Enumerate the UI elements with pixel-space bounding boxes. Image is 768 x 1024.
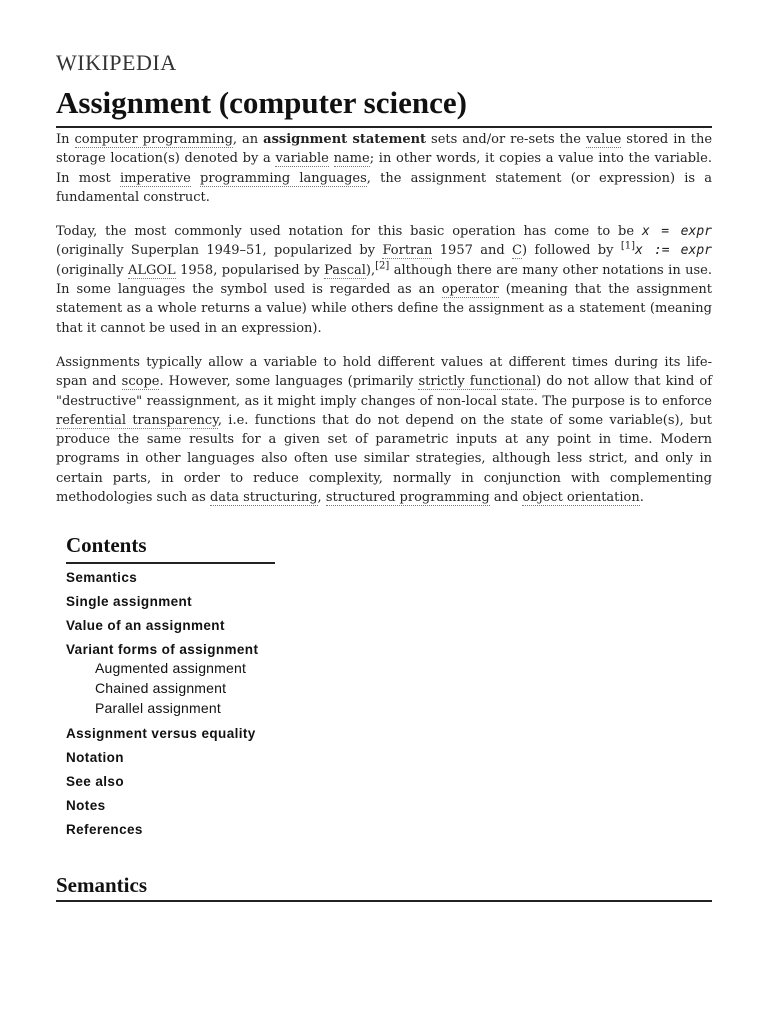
toc-item-semantics[interactable]: Semantics	[66, 570, 138, 585]
toc-item-assignment-versus-equality[interactable]: Assignment versus equality	[66, 726, 256, 741]
toc-list	[66, 566, 326, 842]
section-heading-semantics: Semantics	[56, 872, 712, 902]
toc-item-single-assignment[interactable]: Single assignment	[66, 594, 193, 609]
toc-item-references[interactable]: References	[66, 822, 143, 837]
link-operator[interactable]: operator	[441, 282, 499, 298]
link-strictly-functional[interactable]: strictly functional	[418, 374, 537, 390]
intro-paragraph-3: Assignments typically allow a variable to hold different values at different times during its life-span and scope. However, some languages (primarily strictly functional) do not allow that kind of "destructive" reassignment, as it might imply changes of non-local state. The purpose is to enforce referential transparency, i.e. functions that do not depend on the state of some variable(s), but produce the same results for a given set of parametric inputs at any point in time. Modern programs in other languages also often use similar strategies, although less strict, and only in certain parts, in order to reduce complexity, normally in conjunction with complementing methodologies such as data structuring, structured programming and object orientation.	[56, 354, 713, 506]
link-referential-transparency[interactable]: referential transparency	[56, 412, 218, 428]
code-x-assign-expr: x := expr	[635, 243, 712, 259]
reference-2[interactable]: [2]	[375, 260, 390, 272]
link-fortran[interactable]: Fortran	[382, 243, 433, 259]
intro-paragraph-1: In computer programming, an assignment statement sets and/or re-sets the value stored in the storage location(s) denoted by a variable name; in other words, it copies a value into the variable. In most imperative programming languages, the assignment statement (or expression) is a fundamental construct.	[56, 132, 713, 205]
link-variable[interactable]: variable	[275, 151, 329, 167]
link-data-structuring[interactable]: data structuring	[209, 490, 318, 506]
toc-item-notation[interactable]: Notation	[66, 750, 124, 765]
toc-item-see-also[interactable]: See also	[66, 774, 124, 789]
code-x-equals-expr: x = expr	[641, 224, 712, 240]
link-value[interactable]: value	[585, 132, 622, 147]
link-imperative[interactable]: imperative	[119, 170, 191, 186]
toc-subitem-parallel-assignment[interactable]: Parallel assignment	[95, 700, 221, 716]
reference-1[interactable]: [1]	[620, 241, 636, 253]
toc-sublist	[95, 658, 326, 718]
toc-item-variant-forms[interactable]: Variant forms of assignment	[66, 642, 259, 657]
link-name[interactable]: name	[333, 151, 370, 167]
link-c[interactable]: C	[512, 243, 523, 259]
toc-item-value-of-an-assignment[interactable]: Value of an assignment	[66, 618, 225, 633]
toc-item-notes[interactable]: Notes	[66, 798, 106, 813]
wikipedia-wordmark[interactable]: WIKIPEDIA	[56, 50, 177, 75]
link-scope[interactable]: scope	[121, 374, 160, 390]
intro-paragraph-2: Today, the most commonly used notation for this basic operation has come to be x = expr (originally Superplan 1949–51, popularized by Fortran 1957 and C) followed by [1]x := expr (originally ALGOL 1958, popularised by Pascal),[2] although there are many other notations in use. In some languages the symbol used is regarded as an operator (meaning that the assignment statement as a whole returns a value) while others define the assignment as a statement (meaning that it cannot be used in an expression).	[56, 224, 712, 336]
link-computer-programming[interactable]: computer programming	[74, 132, 233, 147]
page-title: Assignment (computer science)	[56, 84, 712, 128]
link-programming-languages[interactable]: programming languages	[200, 170, 367, 186]
link-structured-programming[interactable]: structured programming	[325, 490, 490, 506]
link-algol[interactable]: ALGOL	[127, 262, 176, 278]
toc-subitem-chained-assignment[interactable]: Chained assignment	[95, 680, 227, 696]
link-pascal[interactable]: Pascal	[324, 262, 366, 278]
link-object-orientation[interactable]: object orientation	[522, 490, 640, 506]
article-body	[56, 130, 712, 522]
toc-subitem-augmented-assignment[interactable]: Augmented assignment	[95, 660, 247, 676]
toc-heading: Contents	[66, 532, 275, 564]
table-of-contents	[66, 532, 326, 842]
bold-term: assignment statement	[263, 132, 427, 147]
